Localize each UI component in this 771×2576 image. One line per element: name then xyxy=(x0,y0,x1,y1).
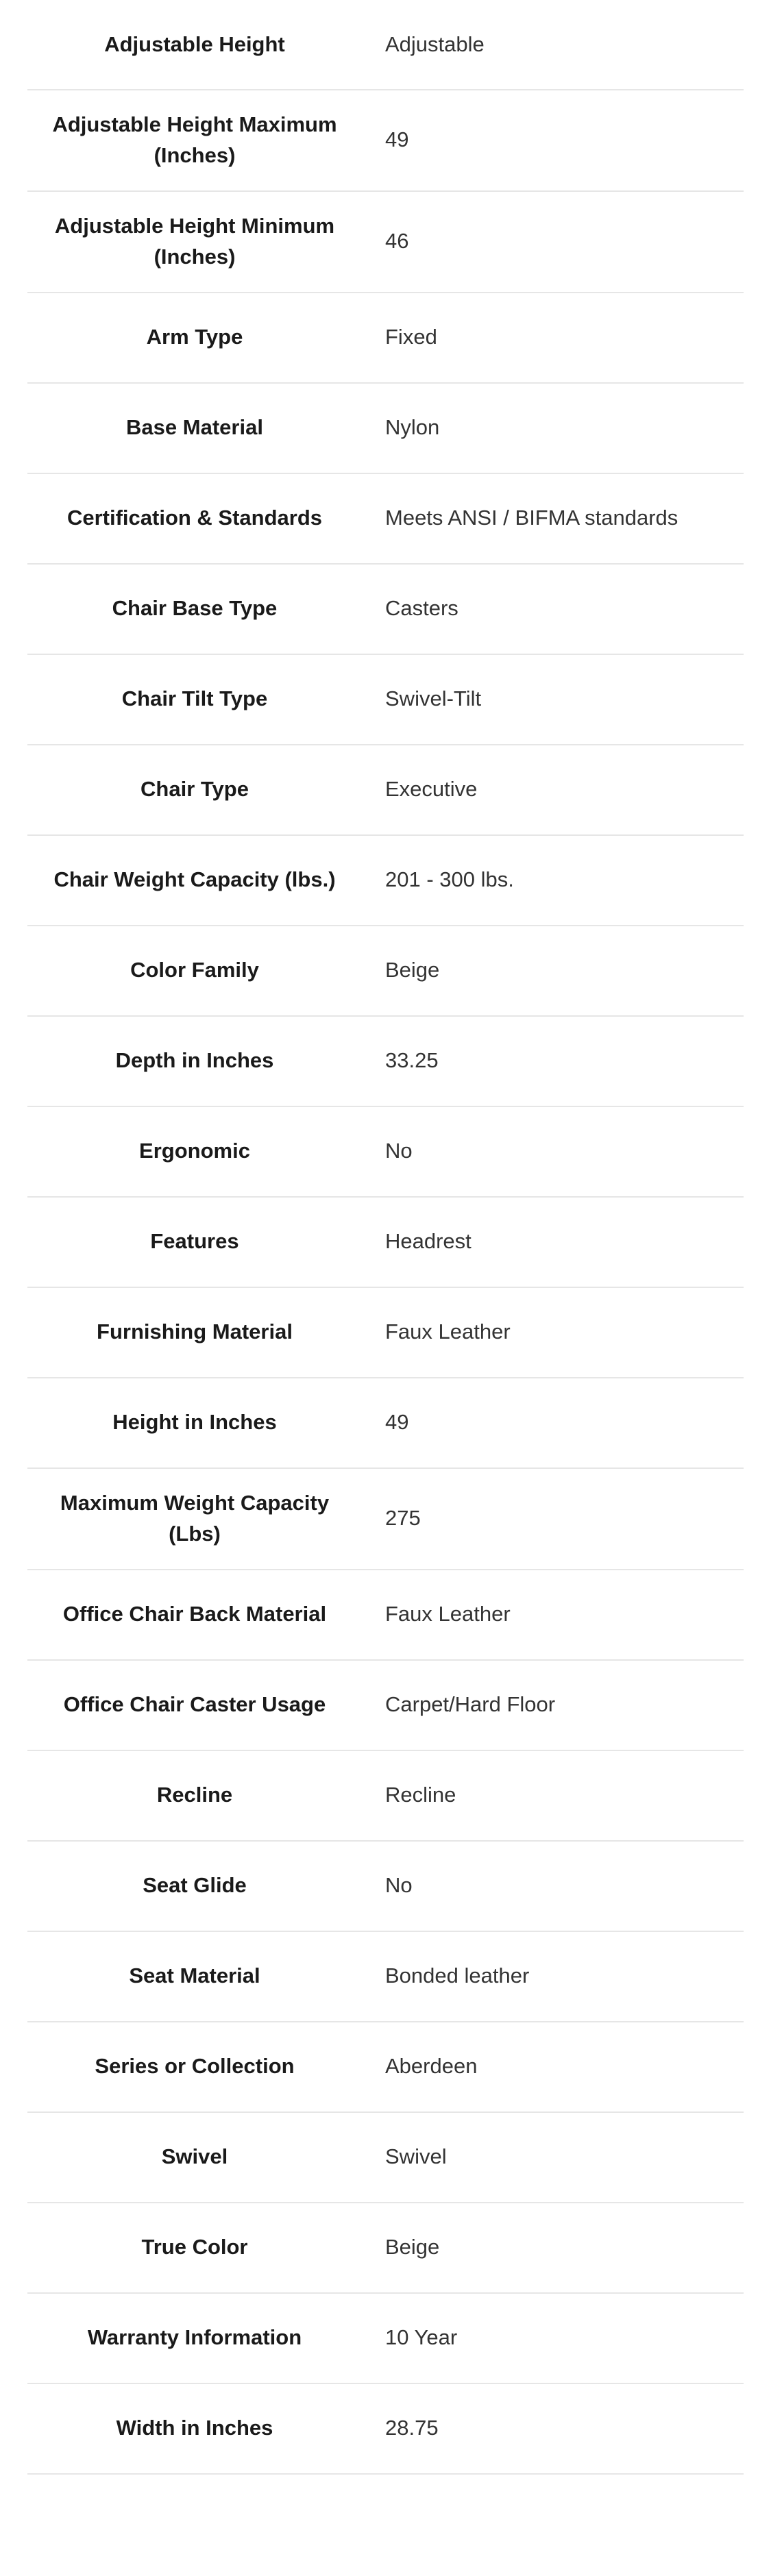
spec-value: Fixed xyxy=(385,325,437,349)
spec-row xyxy=(27,745,744,836)
spec-value: 33.25 xyxy=(385,1048,439,1073)
spec-value: Headrest xyxy=(385,1229,472,1254)
spec-label: Chair Type xyxy=(140,777,249,802)
spec-label: Chair Weight Capacity (lbs.) xyxy=(53,867,336,892)
spec-value: 201 - 300 lbs. xyxy=(385,867,514,892)
spec-value: 28.75 xyxy=(385,2416,439,2440)
spec-row xyxy=(27,836,744,926)
spec-value: Aberdeen xyxy=(385,2054,478,2079)
spec-row xyxy=(27,2113,744,2203)
spec-value: Nylon xyxy=(385,415,440,440)
spec-row xyxy=(27,2384,744,2475)
spec-label: Color Family xyxy=(130,958,259,982)
spec-label: Arm Type xyxy=(146,325,243,349)
spec-row xyxy=(27,2022,744,2113)
spec-row xyxy=(27,1107,744,1198)
spec-value: Faux Leather xyxy=(385,1320,511,1344)
spec-label: Series or Collection xyxy=(95,2054,295,2079)
spec-value: Beige xyxy=(385,2235,440,2259)
spec-value: 49 xyxy=(385,127,409,152)
spec-label: Adjustable Height Minimum (Inches) xyxy=(54,213,335,269)
spec-label: True Color xyxy=(141,2235,248,2259)
spec-value: Bonded leather xyxy=(385,1964,530,1988)
spec-label: Certification & Standards xyxy=(66,506,323,530)
spec-row xyxy=(27,474,744,565)
spec-value: 46 xyxy=(385,229,409,253)
spec-value: Beige xyxy=(385,958,440,982)
spec-row xyxy=(27,1751,744,1842)
spec-row xyxy=(27,1570,744,1661)
spec-value: Recline xyxy=(385,1783,456,1807)
spec-label: Adjustable Height xyxy=(104,32,285,56)
spec-label: Width in Inches xyxy=(116,2416,273,2440)
spec-value: Executive xyxy=(385,777,478,802)
spec-row xyxy=(27,1378,744,1469)
spec-label: Office Chair Back Material xyxy=(62,1602,327,1626)
spec-row xyxy=(27,293,744,384)
spec-row xyxy=(27,1198,744,1288)
spec-row xyxy=(27,926,744,1017)
spec-value: Meets ANSI / BIFMA standards xyxy=(385,506,678,530)
spec-row xyxy=(27,2294,744,2384)
spec-label: Office Chair Caster Usage xyxy=(63,1692,326,1717)
spec-label: Seat Material xyxy=(129,1964,260,1988)
spec-value: 49 xyxy=(385,1410,409,1435)
spec-row xyxy=(27,1469,744,1570)
spec-value: No xyxy=(385,1139,413,1163)
spec-value: Swivel-Tilt xyxy=(385,686,482,711)
spec-value: Swivel xyxy=(385,2144,447,2169)
spec-row xyxy=(27,1017,744,1107)
spec-row xyxy=(27,90,744,192)
spec-row xyxy=(27,1288,744,1378)
spec-label: Base Material xyxy=(126,415,263,440)
spec-label: Depth in Inches xyxy=(115,1048,274,1073)
spec-label: Adjustable Height Maximum (Inches) xyxy=(52,112,337,167)
spec-label: Maximum Weight Capacity (Lbs) xyxy=(60,1490,330,1546)
spec-row xyxy=(27,1661,744,1751)
spec-row xyxy=(27,1932,744,2022)
spec-row xyxy=(27,565,744,655)
spec-label: Height in Inches xyxy=(112,1410,277,1435)
spec-value: Casters xyxy=(385,596,458,621)
spec-value: 10 Year xyxy=(385,2325,458,2350)
spec-label: Seat Glide xyxy=(143,1873,247,1898)
spec-label: Recline xyxy=(156,1783,233,1807)
spec-label: Chair Base Type xyxy=(112,596,278,621)
spec-value: No xyxy=(385,1873,413,1898)
spec-label: Features xyxy=(150,1229,239,1254)
spec-row xyxy=(27,655,744,745)
spec-row xyxy=(27,0,744,90)
spec-value: 275 xyxy=(385,1506,421,1531)
spec-label: Furnishing Material xyxy=(97,1320,293,1344)
spec-label: Swivel xyxy=(161,2144,228,2169)
spec-row xyxy=(27,384,744,474)
spec-value: Adjustable xyxy=(385,32,485,56)
spec-value: Carpet/Hard Floor xyxy=(385,1692,556,1717)
spec-value: Faux Leather xyxy=(385,1602,511,1626)
spec-label: Warranty Information xyxy=(87,2325,302,2350)
spec-row xyxy=(27,2203,744,2294)
spec-label: Chair Tilt Type xyxy=(121,686,268,711)
spec-row xyxy=(27,1842,744,1932)
spec-label: Ergonomic xyxy=(139,1139,250,1163)
spec-row xyxy=(27,192,744,293)
